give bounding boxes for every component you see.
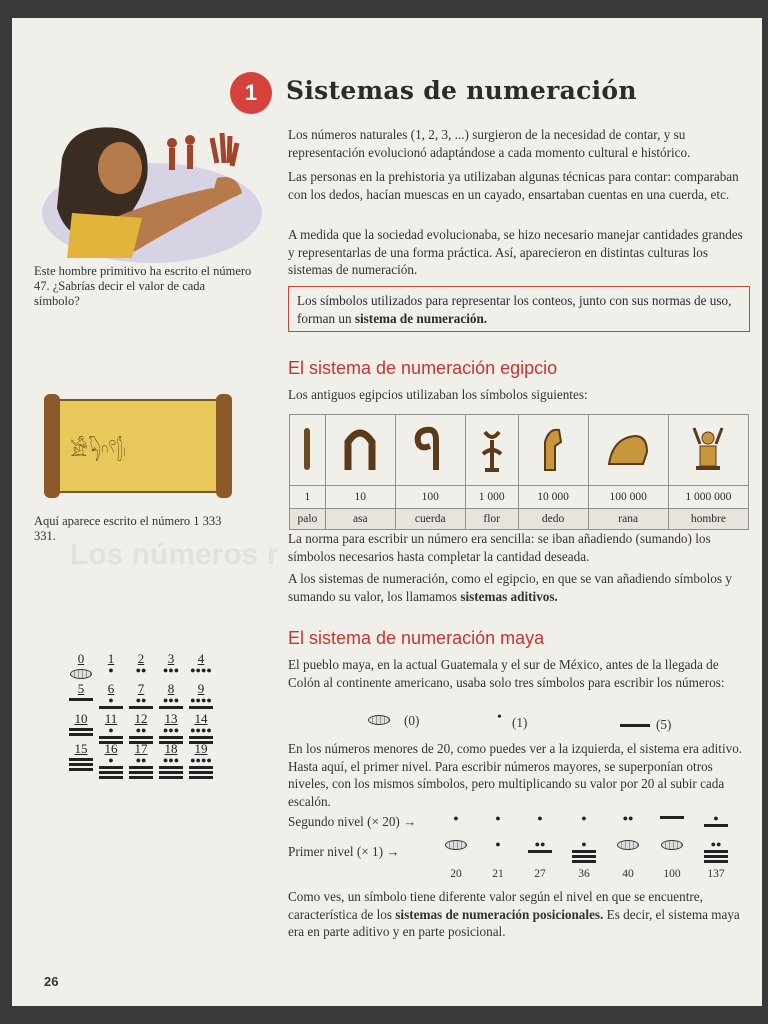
bar-icon — [99, 706, 123, 709]
maya-number-label: 4 — [197, 651, 205, 666]
maya-level2-symbol — [478, 814, 518, 822]
maya-shell-symbol — [368, 712, 390, 730]
dot-icon: ●● — [622, 813, 634, 823]
bar-icon — [704, 860, 728, 863]
maya-number-label: 0 — [77, 651, 85, 666]
bar-icon — [69, 768, 93, 771]
maya-number-label: 13 — [164, 711, 178, 726]
maya-number-cell — [154, 742, 188, 779]
maya-number-label: 6 — [107, 681, 115, 696]
maya-number-cell — [154, 652, 188, 674]
maya-number-cell — [154, 712, 188, 744]
bar-icon — [129, 771, 153, 774]
egyptian-heading: El sistema de numeración egipcio — [288, 358, 558, 378]
section-badge: 1 — [230, 72, 272, 114]
dot-icon: ●●●● — [190, 755, 212, 765]
maya-number-cell — [64, 682, 98, 701]
egyptian-name: rana — [588, 509, 668, 530]
maya-number-cell — [124, 712, 158, 744]
egyptian-paragraph-1: La norma para escribir un número era sencilla: se iban añadiendo (sumando) los símbolos necesarios hasta completar la cantidad deseada. — [288, 531, 711, 564]
shell-icon — [445, 840, 467, 850]
dot-icon: ●● — [135, 755, 147, 765]
dot-icon: ●●●● — [190, 725, 212, 735]
maya-example-value: 40 — [622, 868, 634, 880]
dot-icon: ● — [537, 813, 543, 823]
bar-icon — [69, 698, 93, 701]
maya-number-label: 10 — [74, 711, 88, 726]
maya-number-label: 7 — [137, 681, 145, 696]
bar-icon — [129, 706, 153, 709]
egyptian-lead: Los antiguos egipcios utilizaban los símbolos siguientes: — [288, 387, 588, 402]
maya-example-value: 137 — [707, 868, 725, 880]
egyptian-paragraph-2: A los sistemas de numeración, como el egipcio, en que se van añadiendo símbolos y sumando su valor, los llamamos sistemas aditivos. — [288, 571, 732, 604]
egyptian-value: 10 000 — [518, 486, 588, 509]
maya-level1-symbol — [564, 840, 604, 863]
scroll-caption: Aquí aparece escrito el número 1 333 331. — [34, 514, 222, 543]
dot-icon: ● — [581, 839, 587, 849]
egyptian-value: 100 — [395, 486, 465, 509]
bar-icon — [159, 706, 183, 709]
bar-icon — [129, 776, 153, 779]
bar-icon — [189, 736, 213, 739]
dot-icon: ●●● — [162, 695, 180, 705]
maya-number-label: 8 — [167, 681, 175, 696]
level-1-label: Primer nivel (× 1) → — [288, 844, 400, 859]
shell-icon — [617, 840, 639, 850]
intro-paragraph-2: Las personas en la prehistoria ya utilizaban algunas técnicas para contar: comparaban con los dedos, hacían muescas en un cayado, ensartaban cuentas en una cuerda, etc. — [288, 169, 739, 202]
maya-number-label: 3 — [167, 651, 175, 666]
maya-example-value: 20 — [450, 868, 462, 880]
maya-number-cell — [94, 742, 128, 779]
dot-icon: ●● — [534, 839, 546, 849]
maya-number-label: 17 — [134, 741, 148, 756]
bar-icon — [572, 850, 596, 853]
page-title: Sistemas de numeración — [286, 76, 637, 105]
maya-number-label: 11 — [104, 711, 118, 726]
maya-number-cell — [124, 682, 158, 709]
definition-text: Los símbolos utilizados para representar los conteos, junto con sus normas de uso, forman un — [297, 293, 732, 326]
bar-icon — [99, 766, 123, 769]
maya-level2-symbol — [520, 814, 560, 822]
shell-icon — [661, 840, 683, 850]
maya-number-cell — [124, 652, 158, 674]
egyptian-name: dedo — [518, 509, 588, 530]
maya-level1-symbol — [608, 840, 648, 853]
maya-number-cell — [184, 712, 218, 744]
bar-icon — [69, 728, 93, 731]
finger-icon — [518, 415, 588, 486]
bar-icon — [69, 733, 93, 736]
bar-icon — [189, 706, 213, 709]
positional-term: sistemas de numeración posicionales. — [395, 906, 604, 922]
maya-number-label: 5 — [77, 681, 85, 696]
maya-level1-symbol — [652, 840, 692, 853]
shell-icon — [368, 715, 390, 725]
bar-icon — [704, 855, 728, 858]
bar-icon — [159, 736, 183, 739]
intro-paragraph-3: A medida que la sociedad evolucionaba, se hizo necesario manejar cantidades grandes y representarlas de una forma práctica. Así, aparecieron en distintas culturas los sistemas de numeración. — [288, 227, 743, 277]
level-2-label: Segundo nivel (× 20) → — [288, 814, 417, 829]
egyptian-value: 1 000 000 — [668, 486, 748, 509]
dot-icon: ●● — [135, 695, 147, 705]
maya-level2-symbol — [608, 814, 648, 822]
bar-icon — [129, 736, 153, 739]
maya-number-cell — [184, 742, 218, 779]
textbook-page — [12, 18, 762, 1006]
additive-term: sistemas aditivos. — [460, 588, 558, 604]
egyptian-value: 10 — [325, 486, 395, 509]
maya-paragraph-2: En los números menores de 20, como puedes ver a la izquierda, el sistema era aditivo. Hasta aquí, el primer nivel. Para escribir números mayores, se superponían otros niveles, con los mismos símbolos, pero multiplicando su valor por 20 al subir cada escalón. — [288, 741, 743, 809]
maya-number-label: 15 — [74, 741, 88, 756]
heel-bone-icon — [325, 415, 395, 486]
maya-number-cell — [64, 742, 98, 771]
shell-icon — [70, 669, 92, 679]
egyptian-value: 100 000 — [588, 486, 668, 509]
frog-icon — [588, 415, 668, 486]
dot-icon: ●● — [135, 725, 147, 735]
papyrus-scroll-illustration — [40, 386, 236, 506]
bar-icon — [99, 771, 123, 774]
caveman-illustration — [32, 118, 272, 268]
bar-icon — [704, 850, 728, 853]
intro-paragraph-1: Los números naturales (1, 2, 3, ...) surgieron de la necesidad de contar, y su representación evolucionó adaptándose a cada momento cultural e histórico. — [288, 127, 691, 160]
maya-number-label: 18 — [164, 741, 178, 756]
maya-number-label: 9 — [197, 681, 205, 696]
bar-icon — [99, 736, 123, 739]
maya-level2-symbol — [652, 814, 692, 819]
maya-number-label: 14 — [194, 711, 208, 726]
svg-text:𓀀𓆐𓎆𓍢𓂭𓏺: 𓀀𓆐𓎆𓍢𓂭𓏺 — [70, 437, 126, 461]
page-number: 26 — [44, 974, 59, 989]
maya-example-value: 21 — [492, 868, 504, 880]
maya-paragraph-1: El pueblo maya, en la actual Guatemala y el sur de México, antes de la llegada de Colón al continente americano, usaba solo tres símbolos para escribir los números: — [288, 657, 725, 690]
bar-icon — [189, 771, 213, 774]
dot-icon: ● — [713, 813, 719, 823]
kneeling-man-icon — [668, 415, 748, 486]
maya-number-cell — [94, 652, 128, 674]
maya-number-cell — [154, 682, 188, 709]
dot-icon: ● — [495, 839, 501, 849]
bar-icon — [660, 816, 684, 819]
maya-level1-symbol — [478, 840, 518, 848]
dot-icon: ● — [108, 665, 114, 675]
maya-number-label: 12 — [134, 711, 148, 726]
staff-icon — [290, 415, 326, 486]
dot-icon: • — [497, 710, 502, 725]
definition-bold: sistema de numeración. — [354, 310, 488, 326]
dot-icon: ●●●● — [190, 665, 212, 675]
maya-number-cell — [124, 742, 158, 779]
bar-icon — [189, 776, 213, 779]
maya-number-cell — [94, 682, 128, 709]
maya-number-cell — [64, 652, 98, 684]
dot-icon: ●●●● — [190, 695, 212, 705]
maya-number-cell — [94, 712, 128, 744]
maya-level1-symbol — [520, 840, 560, 853]
definition-box — [288, 286, 750, 332]
maya-level2-symbol — [696, 814, 736, 827]
maya-number-label: 16 — [104, 741, 118, 756]
egyptian-symbols-table — [289, 414, 749, 530]
bar-icon — [189, 766, 213, 769]
maya-example-value: 100 — [663, 868, 681, 880]
dot-icon: ●●● — [162, 755, 180, 765]
bar-icon — [620, 724, 650, 727]
egyptian-name: asa — [325, 509, 395, 530]
maya-number-cell — [184, 652, 218, 674]
egyptian-name: flor — [465, 509, 518, 530]
maya-paragraph-3: Como ves, un símbolo tiene diferente valor según el nivel en que se encuentre, característica de los sistemas de numeración posicionales. Es decir, el sistema maya era en parte aditivo y en parte posicional. — [288, 889, 740, 939]
watermark-text: Los números r — [70, 538, 279, 571]
maya-level2-symbol — [436, 814, 476, 822]
lotus-flower-icon — [465, 415, 518, 486]
maya-one-label: (1) — [512, 715, 528, 730]
egyptian-name: cuerda — [395, 509, 465, 530]
maya-heading: El sistema de numeración maya — [288, 628, 545, 648]
maya-number-label: 1 — [107, 651, 115, 666]
bar-icon — [159, 771, 183, 774]
dot-icon: ● — [495, 813, 501, 823]
dot-icon: ●●● — [162, 665, 180, 675]
bar-icon — [572, 855, 596, 858]
dot-icon: ● — [581, 813, 587, 823]
egyptian-value: 1 — [290, 486, 326, 509]
bar-icon — [99, 776, 123, 779]
bar-icon — [528, 850, 552, 853]
maya-level2-symbol — [564, 814, 604, 822]
caveman-caption: Este hombre primitivo ha escrito el número 47. ¿Sabrías decir el valor de cada símbolo? — [34, 264, 252, 308]
maya-zero-label: (0) — [404, 713, 420, 728]
egyptian-name: palo — [290, 509, 326, 530]
bar-icon — [572, 860, 596, 863]
bar-icon — [159, 766, 183, 769]
bar-icon — [69, 758, 93, 761]
dot-icon: ● — [453, 813, 459, 823]
maya-level1-symbol — [696, 840, 736, 863]
bar-icon — [159, 776, 183, 779]
maya-five-label: (5) — [656, 717, 672, 732]
maya-number-label: 19 — [194, 741, 208, 756]
maya-number-label: 2 — [137, 651, 145, 666]
bar-icon — [129, 766, 153, 769]
dot-icon: ● — [108, 695, 114, 705]
maya-number-cell — [184, 682, 218, 709]
maya-number-cell — [64, 712, 98, 736]
dot-icon: ●● — [710, 839, 722, 849]
dot-icon: ● — [108, 755, 114, 765]
bar-icon — [69, 763, 93, 766]
maya-example-value: 27 — [534, 868, 546, 880]
dot-icon: ●●● — [162, 725, 180, 735]
maya-level1-symbol — [436, 840, 476, 853]
egyptian-value: 1 000 — [465, 486, 518, 509]
dot-icon: ● — [108, 725, 114, 735]
egyptian-name: hombre — [668, 509, 748, 530]
dot-icon: ●● — [135, 665, 147, 675]
bar-icon — [704, 824, 728, 827]
coil-rope-icon — [395, 415, 465, 486]
maya-example-value: 36 — [578, 868, 590, 880]
